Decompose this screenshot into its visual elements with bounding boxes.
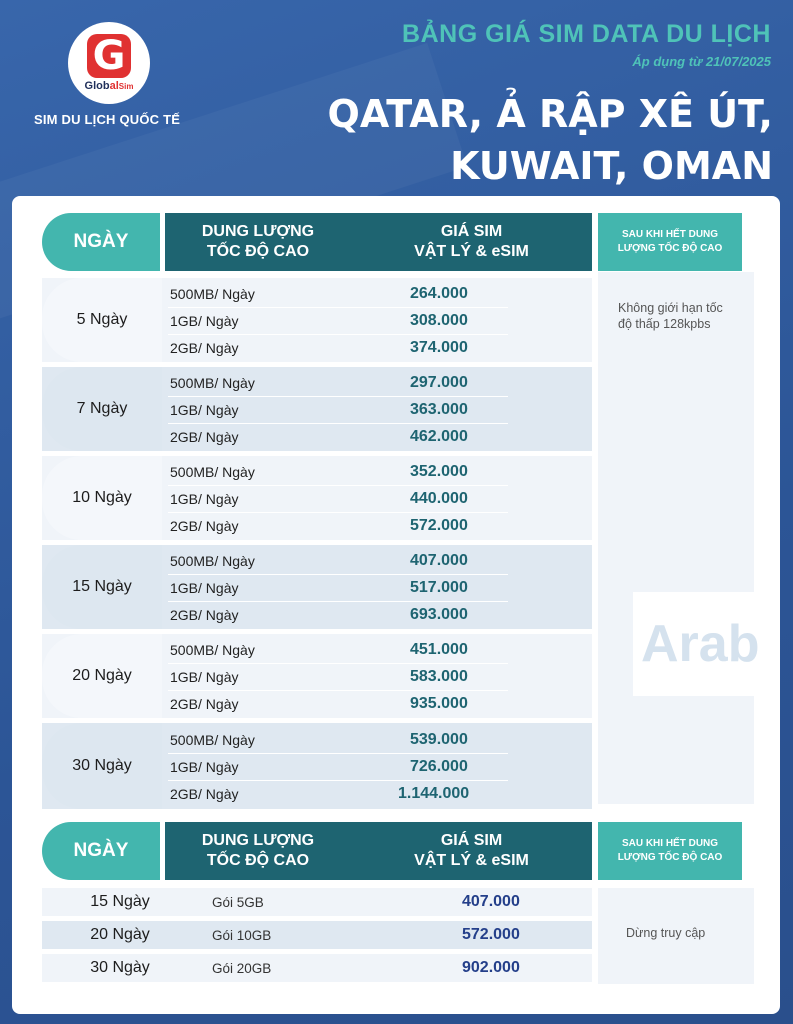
row-price: 297.000 xyxy=(410,373,468,391)
table-row xyxy=(170,512,526,539)
row-capacity: 2GB/ Ngày xyxy=(170,517,239,534)
table-row xyxy=(170,423,526,450)
countries-heading xyxy=(253,88,773,192)
row-price: 407.000 xyxy=(462,893,520,910)
row-price: 462.000 xyxy=(410,427,468,445)
apply-date: Áp dụng từ 21/07/2025 xyxy=(632,54,771,69)
table-row xyxy=(170,458,526,485)
table2-row xyxy=(42,888,592,916)
logo-word-al: al xyxy=(109,80,119,92)
row-price: 264.000 xyxy=(410,284,468,302)
table1-header-price xyxy=(351,213,592,271)
table2-after-text: Dừng truy cập xyxy=(626,926,706,940)
row-capacity: 1GB/ Ngày xyxy=(170,490,239,507)
table-row xyxy=(170,574,526,601)
row-price: 726.000 xyxy=(410,757,468,775)
row-price: 935.000 xyxy=(410,694,468,712)
row-capacity: 1GB/ Ngày xyxy=(170,668,239,685)
row-price: 407.000 xyxy=(410,551,468,569)
row-capacity: 500MB/ Ngày xyxy=(170,552,255,569)
watermark-text: Arab xyxy=(633,592,780,696)
row-capacity: 500MB/ Ngày xyxy=(170,285,255,302)
table1-header-after-line2: LƯỢNG TỐC ĐỘ CAO xyxy=(617,243,723,254)
table-row xyxy=(170,369,526,396)
row-capacity: 2GB/ Ngày xyxy=(170,339,239,356)
table2-header-after xyxy=(598,822,742,880)
table-row xyxy=(170,690,526,717)
table2-header-day: NGÀY xyxy=(42,822,163,880)
table1-header-capacity xyxy=(165,213,351,271)
row-price: 374.000 xyxy=(410,338,468,356)
table-row xyxy=(170,601,526,628)
logo-word-glob: Glob xyxy=(84,80,110,92)
page-title: BẢNG GIÁ SIM DATA DU LỊCH xyxy=(402,20,771,48)
group-day-label: 5 Ngày xyxy=(42,278,162,362)
row-price: 308.000 xyxy=(410,311,468,329)
row-capacity: 500MB/ Ngày xyxy=(170,731,255,748)
row-package: Gói 10GB xyxy=(212,927,272,943)
row-price: 1.144.000 xyxy=(398,784,470,802)
countries-line-2: KUWAIT, OMAN xyxy=(450,144,773,188)
logo-wordmark xyxy=(85,80,134,92)
table2-header-capacity-line1: DUNG LƯỢNG xyxy=(201,832,315,849)
row-capacity: 500MB/ Ngày xyxy=(170,641,255,658)
logo-g-mark: G xyxy=(87,34,131,78)
table1-header-capacity-line1: DUNG LƯỢNG xyxy=(201,223,315,240)
table-row xyxy=(170,726,526,753)
group-day-label: 10 Ngày xyxy=(42,456,162,540)
row-price: 572.000 xyxy=(462,926,520,943)
table-row xyxy=(170,780,526,807)
table-row xyxy=(170,334,526,361)
group-day-label: 20 Ngày xyxy=(42,634,162,718)
table-row xyxy=(170,663,526,690)
row-capacity: 500MB/ Ngày xyxy=(170,463,255,480)
table1-header-capacity-line2: TỐC ĐỘ CAO xyxy=(206,243,310,260)
table2-header-price-line1: GIÁ SIM xyxy=(440,832,503,849)
table2-header-price-line2: VẬT LÝ & eSIM xyxy=(414,852,529,869)
table1-header-after-line1: SAU KHI HẾT DUNG xyxy=(621,229,719,240)
row-price: 451.000 xyxy=(410,640,468,658)
table1-header-price-line2: VẬT LÝ & eSIM xyxy=(414,243,529,260)
table-row xyxy=(170,485,526,512)
group-day-label: 7 Ngày xyxy=(42,367,162,451)
row-capacity: 1GB/ Ngày xyxy=(170,312,239,329)
row-capacity: 2GB/ Ngày xyxy=(170,606,239,623)
table2-header-capacity-line2: TỐC ĐỘ CAO xyxy=(206,852,310,869)
row-capacity: 1GB/ Ngày xyxy=(170,401,239,418)
row-capacity: 2GB/ Ngày xyxy=(170,785,239,802)
row-day: 30 Ngày xyxy=(90,959,150,976)
table-row xyxy=(170,396,526,423)
row-price: 539.000 xyxy=(410,730,468,748)
row-capacity: 2GB/ Ngày xyxy=(170,428,239,445)
table2-header-capacity xyxy=(165,822,351,880)
row-capacity: 1GB/ Ngày xyxy=(170,579,239,596)
row-package: Gói 5GB xyxy=(212,894,264,910)
table2-row xyxy=(42,921,592,949)
table-row xyxy=(170,307,526,334)
row-price: 363.000 xyxy=(410,400,468,418)
group-day-label: 15 Ngày xyxy=(42,545,162,629)
row-price: 902.000 xyxy=(462,959,520,976)
row-day: 20 Ngày xyxy=(90,926,150,943)
table-row xyxy=(170,636,526,663)
group-day-label: 30 Ngày xyxy=(42,723,162,809)
table-row xyxy=(170,753,526,780)
table2-header-after-line1: SAU KHI HẾT DUNG xyxy=(621,838,719,849)
row-capacity: 500MB/ Ngày xyxy=(170,374,255,391)
row-price: 352.000 xyxy=(410,462,468,480)
table1-header-day: NGÀY xyxy=(42,213,163,271)
row-package: Gói 20GB xyxy=(212,960,272,976)
row-price: 693.000 xyxy=(410,605,468,623)
table1-after-text: Không giới hạn tốc độ thấp 128kpbs xyxy=(618,301,723,331)
table2-header-price xyxy=(351,822,592,880)
row-day: 15 Ngày xyxy=(90,893,150,910)
table-row xyxy=(170,547,526,574)
logo-word-sim: Sim xyxy=(118,82,134,91)
row-price: 583.000 xyxy=(410,667,468,685)
row-price: 572.000 xyxy=(410,516,468,534)
table1-header-after xyxy=(598,213,742,271)
table1-after-column xyxy=(598,272,754,804)
globalsim-logo xyxy=(68,22,150,104)
row-price: 440.000 xyxy=(410,489,468,507)
row-capacity: 2GB/ Ngày xyxy=(170,695,239,712)
table-row xyxy=(170,280,526,307)
table1-header-price-line1: GIÁ SIM xyxy=(440,223,503,240)
table2-row xyxy=(42,954,592,982)
countries-line-1: QATAR, Ả RẬP XÊ ÚT, xyxy=(327,92,773,136)
tagline: SIM DU LỊCH QUỐC TẾ xyxy=(34,112,181,127)
row-capacity: 1GB/ Ngày xyxy=(170,758,239,775)
row-price: 517.000 xyxy=(410,578,468,596)
table2-header-after-line2: LƯỢNG TỐC ĐỘ CAO xyxy=(617,852,723,863)
